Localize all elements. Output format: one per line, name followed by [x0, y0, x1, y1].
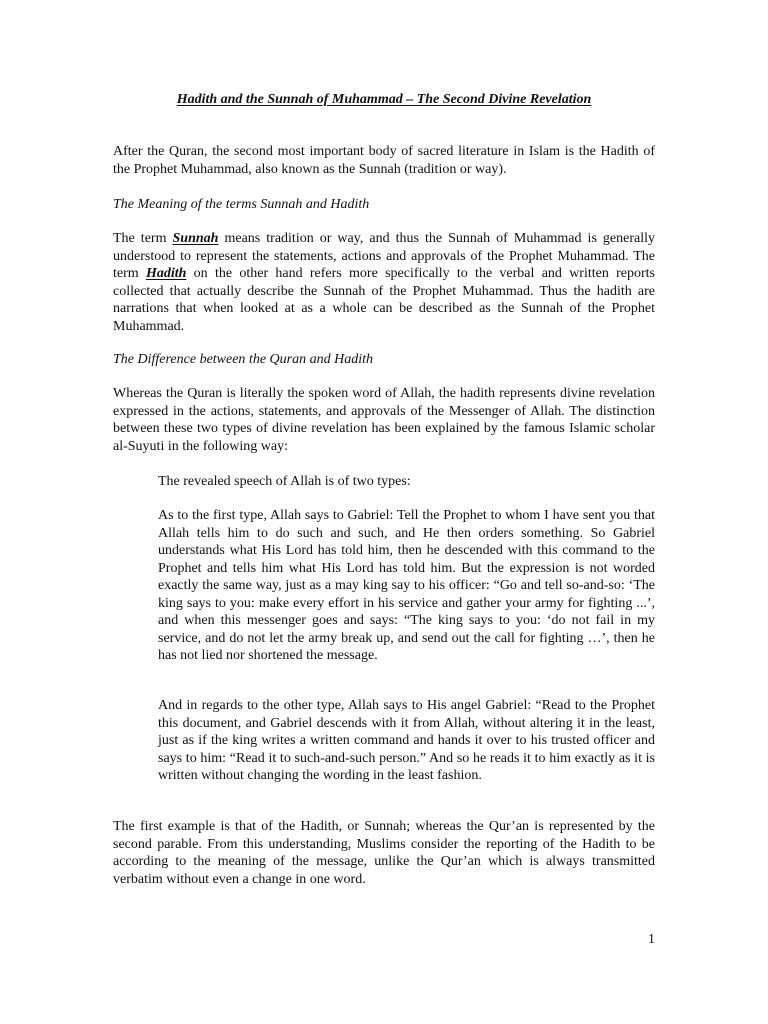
section-heading-difference: The Difference between the Quran and Hadith: [113, 352, 373, 367]
quote-second-type: And in regards to the other type, Allah says to His angel Gabriel: “Read to the Prophet this document, and Gabriel descends with it from Allah, without altering it in the least, just as if the king writes a written command and hands it over to his trusted officer and says to him: “Read it to such-and-such person.” And so he reads it to him exactly as it is written without changing the wording in the least fashion.: [158, 698, 655, 783]
document-title: Hadith and the Sunnah of Muhammad – The Second Divine Revelation: [176, 92, 592, 107]
quote-intro: The revealed speech of Allah is of two types:: [158, 474, 411, 489]
meaning-text-part-3: on the other hand refers more specifically to the verbal and written reports collected that actually describe the Sunnah of the Prophet Muhammad. Thus the hadith are narrations that when looked at as a whole can be described as the Sunnah of the Prophet Muhammad.: [113, 266, 656, 334]
conclusion-paragraph: The first example is that of the Hadith, or Sunnah; whereas the Qur’an is represented by the second parable. From this understanding, Muslims consider the reporting of the Hadith to be according to the meaning of the message, unlike the Qur’an which is always transmitted verbatim without even a change in one word.: [113, 819, 655, 887]
page-number: 1: [648, 932, 655, 947]
quote-first-type: As to the first type, Allah says to Gabriel: Tell the Prophet to whom I have sent you that Allah tells him to do such and such, and He then orders something. So Gabriel understands what His Lord has told him, then he descended with this command to the Prophet and tells him what His Lord has told him. But the expression is not worded exactly the same way, just as a may king say to his officer: “Go and tell so-and-so: ‘The king says to you: make every effort in his service and gather your army for fighting ...’, and when this messenger goes and says: “The king says to you: ‘do not fail in my service, and do not let the army break up, and send out the call for fighting …’, then he has not lied nor shortened the message.: [158, 508, 655, 663]
meaning-paragraph: [113, 230, 655, 335]
meaning-text-part-1: The term: [113, 231, 173, 246]
term-sunnah: Sunnah: [172, 231, 219, 246]
section-heading-meaning: The Meaning of the terms Sunnah and Hadith: [113, 197, 370, 212]
term-hadith: Hadith: [145, 266, 187, 281]
intro-paragraph: After the Quran, the second most important body of sacred literature in Islam is the Hadith of the Prophet Muhammad, also known as the Sunnah (tradition or way).: [113, 144, 655, 177]
difference-paragraph: Whereas the Quran is literally the spoken word of Allah, the hadith represents divine revelation expressed in the actions, statements, and approvals of the Messenger of Allah. The distinction between these two types of divine revelation has been explained by the famous Islamic scholar al-Suyuti in the following way:: [113, 386, 655, 454]
meaning-text-part-2: means tradition or way, and thus the Sunnah of Muhammad is generally understood to represent the statements, actions and approvals of the Prophet Muhammad. The term: [113, 231, 656, 281]
